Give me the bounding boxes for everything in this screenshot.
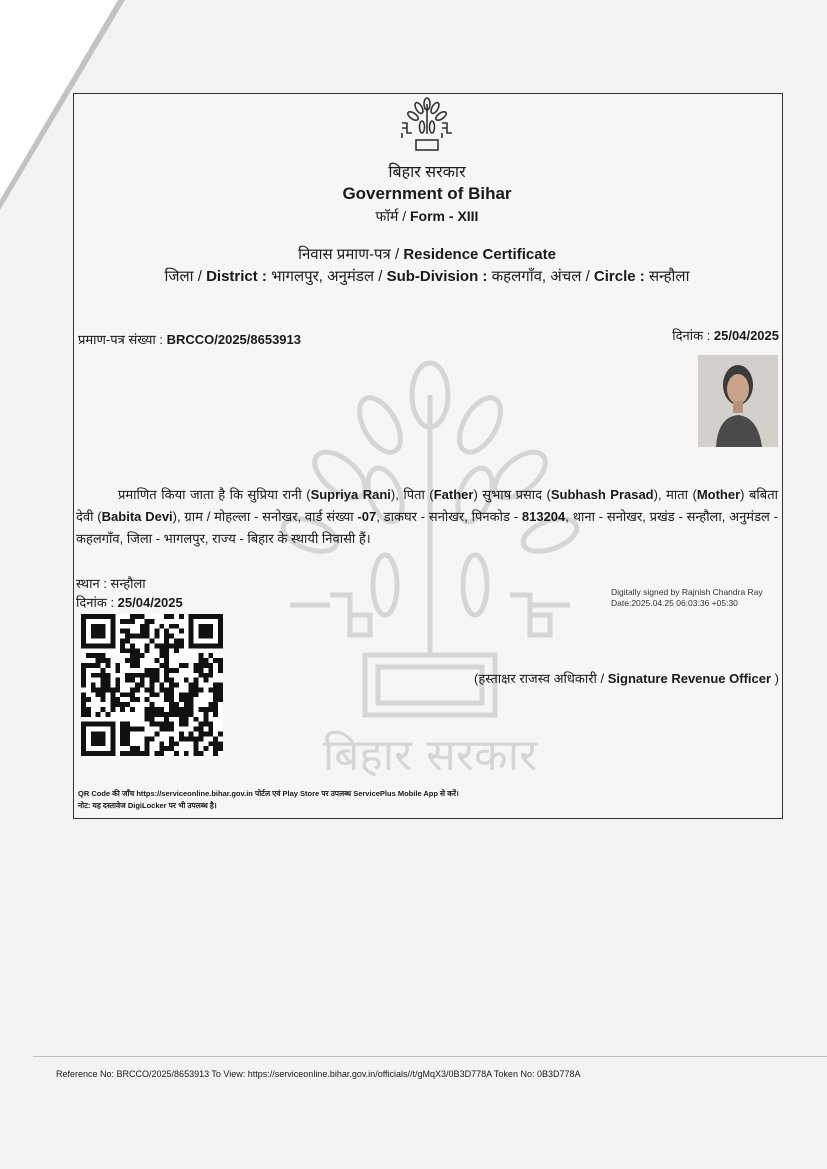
verification-qr-code[interactable]: [81, 614, 223, 756]
revenue-officer-signature: (हस्ताक्षर राजस्व अधिकारी / Signature Revenue Officer ): [474, 671, 779, 686]
place-of-issue: स्थान : सन्हौला: [76, 576, 146, 591]
certificate-number: प्रमाण-पत्र संख्या : BRCCO/2025/8653913: [78, 332, 301, 347]
digital-signature-stamp: Digitally signed by Rajnish Chandra Ray Date:2025.04.25 06:03:36 +05:30: [611, 587, 763, 608]
form-number: फॉर्म / Form - XIII: [375, 208, 479, 224]
reference-line: Reference No: BRCCO/2025/8653913 To View: https://serviceonline.bihar.gov.in/officials//t/gMqX3/0B3D778A Token No: 0B3D778A: [56, 1069, 581, 1079]
bodhi-tree-watermark: [270, 355, 590, 785]
government-title-english: Government of Bihar: [342, 184, 512, 203]
government-title-hindi: बिहार सरकार: [388, 164, 466, 181]
watermark-text: बिहार सरकार: [322, 730, 538, 781]
qr-verification-note: QR Code की जाँच https://serviceonline.bihar.gov.in पोर्टल एवं Play Store पर उपलब्ध ServicePlus Mobile App से करें। नोट: यह दस्तावेज DigiLocker पर भी उपलब्ध है।: [78, 789, 459, 810]
certification-statement: प्रमाणित किया जाता है कि सुप्रिया रानी (Supriya Rani), पिता (Father) सुभाष प्रसाद (Subhash Prasad), माता (Mother) बबिता देवी (Babita Devi), ग्राम / मोहल्ला - सनोखर, वार्ड संख्या -07, डाकघर - सनोखर, पिनकोड - 813204, थाना - सनोखर, प्रखंड - सन्हौला, अनुमंडल - कहलगाँव, जिला - भागलपुर, राज्य - बिहार के स्थायी निवासी हैं।: [76, 487, 778, 546]
jurisdiction-line: जिला / District : भागलपुर, अनुमंडल / Sub-Division : कहलगाँव, अंचल / Circle : सन्हौला: [164, 268, 690, 285]
applicant-photo: [698, 355, 778, 447]
issue-date: दिनांक : 25/04/2025: [672, 328, 779, 343]
footer-divider: [33, 1056, 827, 1057]
signing-date: दिनांक : 25/04/2025: [76, 595, 183, 610]
certificate-title: निवास प्रमाण-पत्र / Residence Certificate: [298, 246, 556, 263]
bihar-emblem-icon: [396, 96, 458, 154]
